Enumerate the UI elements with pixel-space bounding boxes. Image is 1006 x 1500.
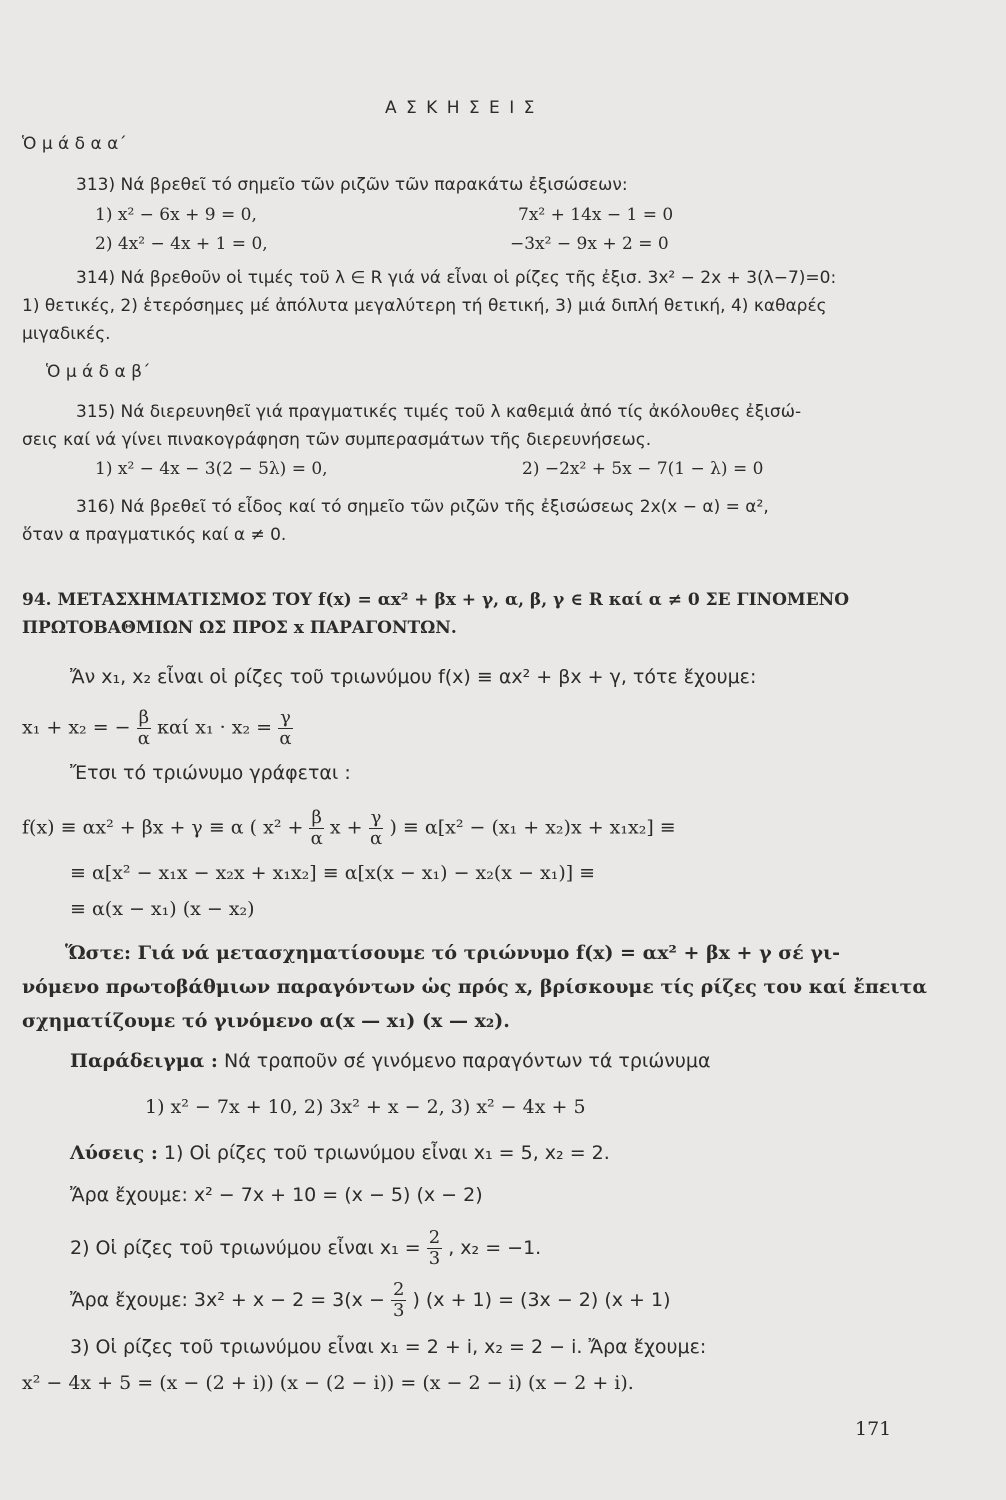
- solutions-label: Λύσεις :: [70, 1142, 158, 1164]
- section-94-paragraph-2: Ἔτσι τό τριώνυμο γράφεται :: [70, 762, 351, 784]
- f1-left: f(x) ≡ αx² + βx + γ ≡ α: [22, 816, 244, 839]
- conclusion-line1: Ὥστε: Γιά νά μετασχηματίσουμε τό τριώνυμο f(x) = αx² + βx + γ σέ γι-: [65, 942, 841, 964]
- page-number: 171: [855, 1418, 892, 1440]
- solution-2-text-left: 2) Οἱ ρίζες τοῦ τριωνύμου εἶναι x₁ =: [70, 1237, 421, 1259]
- group-a-heading: Ὁ μ ά δ α α΄: [22, 134, 127, 154]
- exercise-313-eq1: 1) x² − 6x + 9 = 0,: [95, 205, 257, 225]
- fraction-beta-over-alpha: [309, 808, 323, 849]
- exercise-314-line1: 314) Νά βρεθοῦν οἱ τιμές τοῦ λ ∈ R γιά νά εἶναι οἱ ρίζες τῆς ἐξισ. 3x² − 2x + 3(λ−7)=0:: [76, 268, 837, 288]
- fraction-gamma-over-alpha: [369, 808, 384, 849]
- exercise-313-eq4: −3x² − 9x + 2 = 0: [510, 234, 669, 254]
- exercise-313-eq2: 7x² + 14x − 1 = 0: [518, 205, 674, 225]
- example-label: Παράδειγμα :: [70, 1050, 218, 1072]
- fraction-numerator: β: [138, 707, 150, 728]
- solution-2b-left: Ἄρα ἔχουμε: 3x² + x − 2 = 3(x −: [70, 1289, 385, 1311]
- example-text: Νά τραποῦν σέ γινόμενο παραγόντων τά τριώνυμα: [223, 1050, 711, 1072]
- factorization-line2: ≡ α[x² − x₁x − x₂x + x₁x₂] ≡ α[x(x − x₁) − x₂(x − x₁)] ≡: [70, 862, 596, 884]
- fraction-denominator: 3: [428, 1248, 441, 1269]
- fraction-two-thirds: [427, 1228, 442, 1269]
- solution-1-text: 1) Οἱ ρίζες τοῦ τριωνύμου εἶναι x₁ = 5, x₂ = 2.: [163, 1142, 610, 1164]
- fraction-gamma-over-alpha: [278, 708, 293, 749]
- exercise-314-line3: μιγαδικές.: [22, 324, 111, 344]
- solution-1-line2: Ἄρα ἔχουμε: x² − 7x + 10 = (x − 5) (x − 2): [70, 1184, 483, 1206]
- vieta-product-left: καί x₁ · x₂ =: [157, 716, 273, 739]
- exercise-315-eq2: 2) −2x² + 5x − 7(1 − λ) = 0: [522, 459, 764, 479]
- section-94-paragraph-1: Ἄν x₁, x₂ εἶναι οἱ ρίζες τοῦ τριωνύμου f(x) ≡ αx² + βx + γ, τότε ἔχουμε:: [70, 666, 757, 688]
- fraction-denominator: α: [137, 728, 150, 749]
- factorization-line1: [22, 808, 676, 849]
- section-94-title-line2: ΠΡΩΤΟΒΑΘΜΙΩΝ ΩΣ ΠΡΟΣ x ΠΑΡΑΓΟΝΤΩΝ.: [22, 618, 457, 638]
- conclusion-line2: νόμενο πρωτοβάθμιων παραγόντων ὡς πρός x, βρίσκουμε τίς ρίζες του καί ἔπειτα: [22, 976, 927, 998]
- solution-1-line1: [70, 1142, 610, 1164]
- solution-3-line2: x² − 4x + 5 = (x − (2 + i)) (x − (2 − i)) = (x − 2 − i) (x − 2 + i).: [22, 1372, 634, 1394]
- fraction-denominator: 3: [392, 1300, 405, 1321]
- exercise-316-line2: ὅταν α πραγματικός καί α ≠ 0.: [22, 525, 287, 545]
- f1-mid: x +: [329, 816, 369, 839]
- f1-right: ≡ α[x² − (x₁ + x₂)x + x₁x₂] ≡: [402, 816, 676, 839]
- conclusion-line3: σχηματίζουμε τό γινόμενο α(x — x₁) (x — x₂).: [22, 1010, 510, 1032]
- example-line: [70, 1050, 711, 1072]
- f1-close: ): [389, 816, 397, 839]
- fraction-denominator: α: [369, 828, 383, 849]
- factorization-line3: ≡ α(x − x₁) (x − x₂): [70, 898, 255, 920]
- fraction-numerator: β: [311, 807, 322, 828]
- example-trinomials: 1) x² − 7x + 10, 2) 3x² + x − 2, 3) x² − 4x + 5: [145, 1096, 586, 1118]
- exercise-315-line1: 315) Νά διερευνηθεῖ γιά πραγματικές τιμές τοῦ λ καθεμιά ἀπό τίς ἀκόλουθες ἐξισώ-: [76, 402, 802, 422]
- exercise-313-text: 313) Νά βρεθεῖ τό σημεῖο τῶν ριζῶν τῶν παρακάτω ἐξισώσεων:: [76, 175, 628, 195]
- exercise-313-eq3: 2) 4x² − 4x + 1 = 0,: [95, 234, 268, 254]
- fraction-two-thirds: [391, 1280, 406, 1321]
- solution-2-line2: [70, 1280, 671, 1321]
- group-b-heading: Ὁ μ ά δ α β΄: [46, 362, 151, 382]
- exercises-header: Α Σ Κ Η Σ Ε Ι Σ: [385, 98, 537, 118]
- solution-2-text-right: , x₂ = −1.: [448, 1237, 542, 1259]
- exercise-315-eq1: 1) x² − 4x − 3(2 − 5λ) = 0,: [95, 459, 328, 479]
- fraction-numerator: 2: [428, 1227, 441, 1248]
- vieta-sum-left: x₁ + x₂ = −: [22, 716, 131, 739]
- exercise-314-line2: 1) θετικές, 2) ἑτερόσημες μέ ἀπόλυτα μεγαλύτερη τή θετική, 3) μιά διπλή θετική, 4) καθαρές: [22, 296, 827, 316]
- exercise-316-line1: 316) Νά βρεθεῖ τό εἶδος καί τό σημεῖο τῶν ριζῶν τῆς ἐξισώσεως 2x(x − α) = α²,: [76, 497, 769, 517]
- solution-2-line1: [70, 1228, 541, 1269]
- vieta-formulas: [22, 708, 293, 749]
- section-94-title-line1: 94. ΜΕΤΑΣΧΗΜΑΤΙΣΜΟΣ ΤΟΥ f(x) = αx² + βx + γ, α, β, γ ∈ R καί α ≠ 0 ΣΕ ΓΙΝΟΜΕΝΟ: [22, 590, 850, 610]
- fraction-denominator: α: [279, 728, 292, 749]
- solution-2b-right: ) (x + 1) = (3x − 2) (x + 1): [412, 1289, 671, 1311]
- fraction-numerator: γ: [370, 807, 382, 828]
- fraction-denominator: α: [310, 828, 323, 849]
- f1-open: ( x² +: [249, 816, 304, 839]
- fraction-numerator: 2: [392, 1279, 405, 1300]
- exercise-315-line2: σεις καί νά γίνει πινακογράφηση τῶν συμπερασμάτων τῆς διερευνήσεως.: [22, 430, 652, 450]
- fraction-numerator: γ: [280, 707, 291, 728]
- solution-3-line1: 3) Οἱ ρίζες τοῦ τριωνύμου εἶναι x₁ = 2 + i, x₂ = 2 − i. Ἄρα ἔχουμε:: [70, 1336, 707, 1358]
- fraction-beta-over-alpha: [137, 708, 151, 749]
